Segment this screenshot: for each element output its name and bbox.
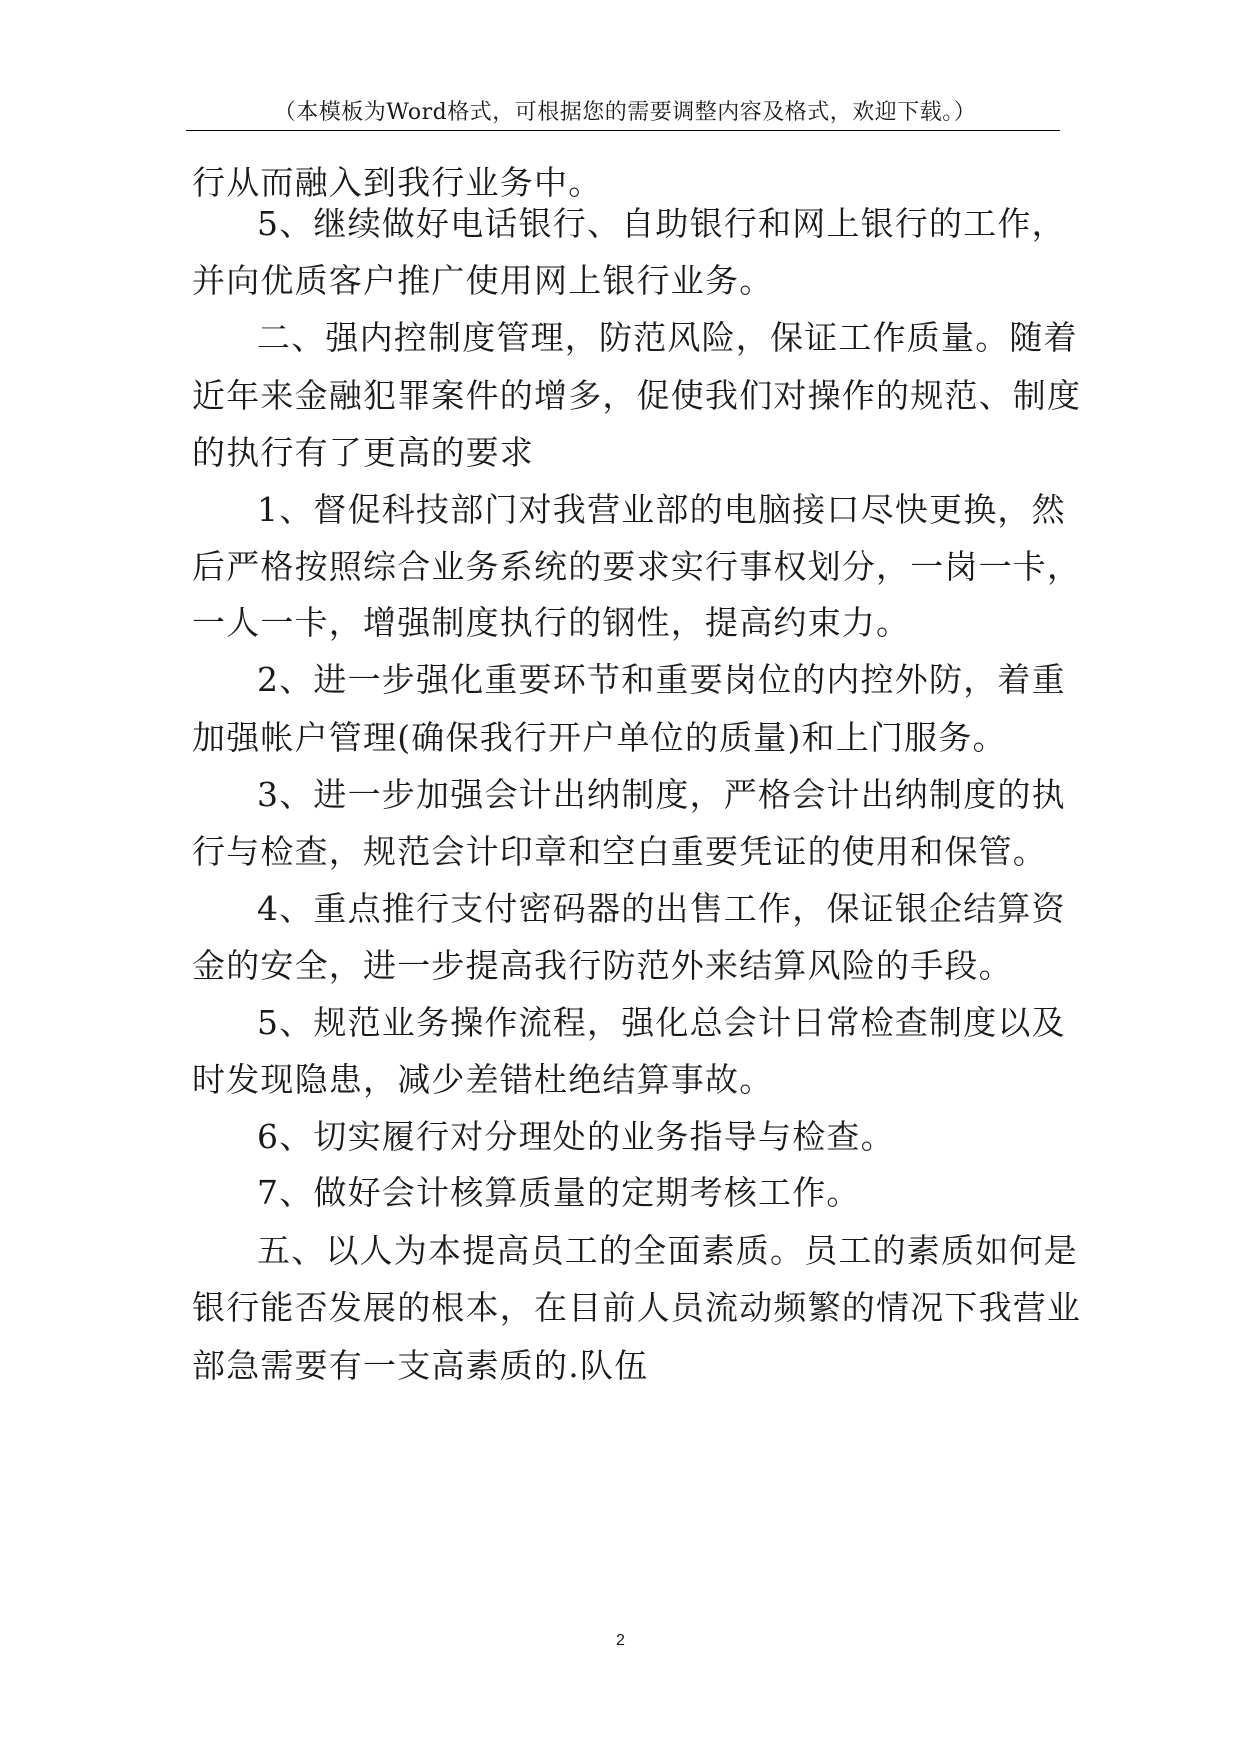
body-line: 2、进一步强化重要环节和重要岗位的内控外防，着重 <box>257 660 1066 699</box>
body-line: 时发现隐患，减少差错杜绝结算事故。 <box>192 1060 774 1099</box>
body-line: 6、切实履行对分理处的业务指导与检查。 <box>257 1117 895 1156</box>
body-line: 1、督促科技部门对我营业部的电脑接口尽快更换，然 <box>257 490 1066 529</box>
header-divider <box>186 130 1060 131</box>
body-line: 5、规范业务操作流程，强化总会计日常检查制度以及 <box>257 1003 1066 1042</box>
body-line: 银行能否发展的根本，在目前人员流动频繁的情况下我营业 <box>192 1288 1082 1327</box>
body-line: 一人一卡，增强制度执行的钢性，提高约束力。 <box>192 603 911 642</box>
body-line: 5、继续做好电话银行、自助银行和网上银行的工作， <box>257 204 1066 243</box>
body-line: 五、以人为本提高员工的全面素质。员工的素质如何是 <box>257 1231 1078 1270</box>
body-line: 7、做好会计核算质量的定期考核工作。 <box>257 1173 861 1212</box>
body-line: 金的安全，进一步提高我行防范外来结算风险的手段。 <box>192 946 1013 985</box>
body-line: 并向优质客户推广使用网上银行业务。 <box>192 261 774 300</box>
body-line: 后严格按照综合业务系统的要求实行事权划分，一岗一卡， <box>192 547 1082 586</box>
template-notice: （本模板为Word格式，可根据您的需要调整内容及格式，欢迎下载。） <box>273 100 977 125</box>
body-line: 的执行有了更高的要求 <box>192 433 534 472</box>
body-line: 4、重点推行支付密码器的出售工作，保证银企结算资 <box>257 889 1066 928</box>
page-number: 2 <box>616 1632 625 1649</box>
body-line: 部急需要有一支高素质的.队伍 <box>192 1346 649 1385</box>
body-line: 近年来金融犯罪案件的增多，促使我们对操作的规范、制度 <box>192 376 1082 415</box>
body-line: 行与检查，规范会计印章和空白重要凭证的使用和保管。 <box>192 832 1047 871</box>
body-line: 加强帐户管理(确保我行开户单位的质量)和上门服务。 <box>192 718 1007 757</box>
body-line: 3、进一步加强会计出纳制度，严格会计出纳制度的执 <box>257 775 1066 814</box>
body-line: 行从而融入到我行业务中。 <box>192 163 603 202</box>
body-line: 二、强内控制度管理，防范风险，保证工作质量。随着 <box>257 318 1078 357</box>
